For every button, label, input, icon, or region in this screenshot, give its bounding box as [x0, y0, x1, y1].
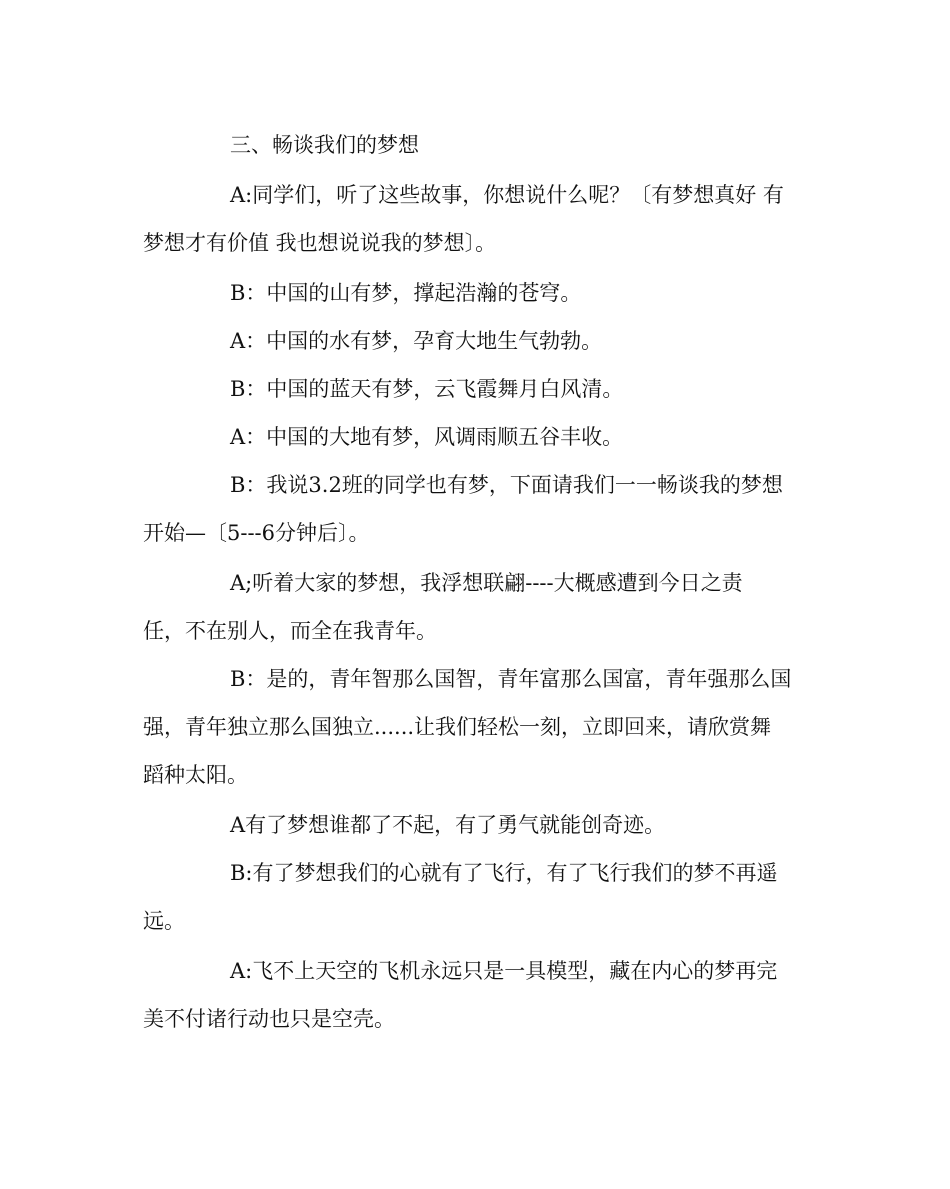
paragraph-line: B：中国的山有梦，撑起浩瀚的苍穹。 [230, 281, 582, 305]
paragraph-line: B：是的，青年智那么国智，青年富那么国富，青年强那么国 [230, 667, 792, 691]
paragraph-line: A：中国的大地有梦，风调雨顺五谷丰收。 [230, 425, 624, 449]
paragraph-line: A有了梦想谁都了不起，有了勇气就能创奇迹。 [230, 813, 666, 837]
paragraph-line: 开始—〔5---6分钟后〕。 [143, 521, 370, 545]
paragraph-line: A;听着大家的梦想，我浮想联翩----大概感遭到今日之责 [230, 571, 743, 595]
paragraph-line: B：中国的蓝天有梦，云飞霞舞月白风清。 [230, 377, 624, 401]
paragraph-line: 梦想才有价值 我也想说说我的梦想〕。 [143, 231, 497, 255]
paragraph-line: 远。 [143, 909, 185, 933]
paragraph-line: A:飞不上天空的飞机永远只是一具模型，藏在内心的梦再完 [230, 959, 778, 983]
paragraph-line: 美不付诸行动也只是空壳。 [143, 1007, 395, 1031]
paragraph-line: 任，不在别人，而全在我青年。 [143, 619, 437, 643]
section-heading: 三、畅谈我们的梦想 [230, 133, 419, 157]
paragraph-line: B:有了梦想我们的心就有了飞行，有了飞行我们的梦不再遥 [230, 861, 778, 885]
paragraph-line: 蹈种太阳。 [143, 763, 248, 787]
paragraph-line: A:同学们，听了这些故事，你想说什么呢？〔有梦想真好 有 [230, 183, 784, 207]
paragraph-line: A：中国的水有梦，孕育大地生气勃勃。 [230, 329, 603, 353]
paragraph-line: 强，青年独立那么国独立......让我们轻松一刻，立即回来，请欣赏舞 [143, 715, 772, 739]
paragraph-line: B：我说3.2班的同学也有梦，下面请我们一一畅谈我的梦想 [230, 473, 783, 497]
